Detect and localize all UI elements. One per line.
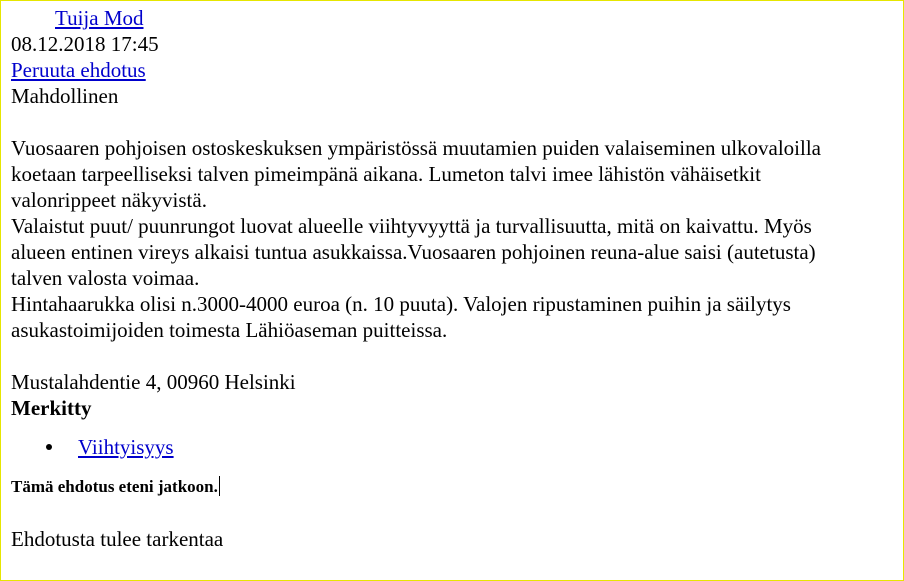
body-line: talven valosta voimaa.	[11, 266, 200, 290]
spacer	[11, 343, 895, 369]
bullet-icon	[46, 444, 52, 450]
proposal-status: Mahdollinen	[11, 84, 119, 108]
body-line: alueen entinen vireys alkaisi tuntua asukkaissa.Vuosaaren pohjoinen reuna-alue saisi (autetusta)	[11, 240, 816, 264]
status-note-text: Tämä ehdotus eteni jatkoon.	[11, 477, 218, 496]
cancel-proposal-link[interactable]: Peruuta ehdotus	[11, 58, 146, 82]
status-note	[11, 476, 895, 498]
spacer	[11, 109, 895, 135]
proposal-address: Mustalahdentie 4, 00960 Helsinki	[11, 370, 296, 394]
body-line: Valaistut puut/ puunrungot luovat alueelle viihtyvyyttä ja turvallisuutta, mitä on kaivattu. Myös	[11, 214, 812, 238]
author-link[interactable]: Tuija Mod	[55, 6, 144, 30]
proposal-content	[11, 5, 895, 552]
tags-heading: Merkitty	[11, 396, 92, 420]
post-datetime: 08.12.2018 17:45	[11, 32, 159, 56]
final-note: Ehdotusta tulee tarkentaa	[11, 527, 224, 551]
body-line: valonrippeet näkyvistä.	[11, 188, 207, 212]
tag-list	[11, 434, 895, 460]
tag-item	[11, 434, 895, 460]
body-line: koetaan tarpeelliseksi talven pimeimpänä aikana. Lumeton talvi imee lähistön vähäisetkit	[11, 162, 761, 186]
body-line: Vuosaaren pohjoisen ostoskeskuksen ympäristössä muutamien puiden valaiseminen ulkovaloilla	[11, 136, 822, 160]
body-line: Hintahaarukka olisi n.3000-4000 euroa (n. 10 puuta). Valojen ripustaminen puihin ja säilytys	[11, 292, 791, 316]
tag-link-viihtyisyys[interactable]: Viihtyisyys	[78, 435, 174, 459]
text-cursor	[219, 476, 220, 496]
body-line: asukastoimijoiden toimesta Lähiöaseman puitteissa.	[11, 318, 448, 342]
proposal-body	[11, 135, 895, 343]
